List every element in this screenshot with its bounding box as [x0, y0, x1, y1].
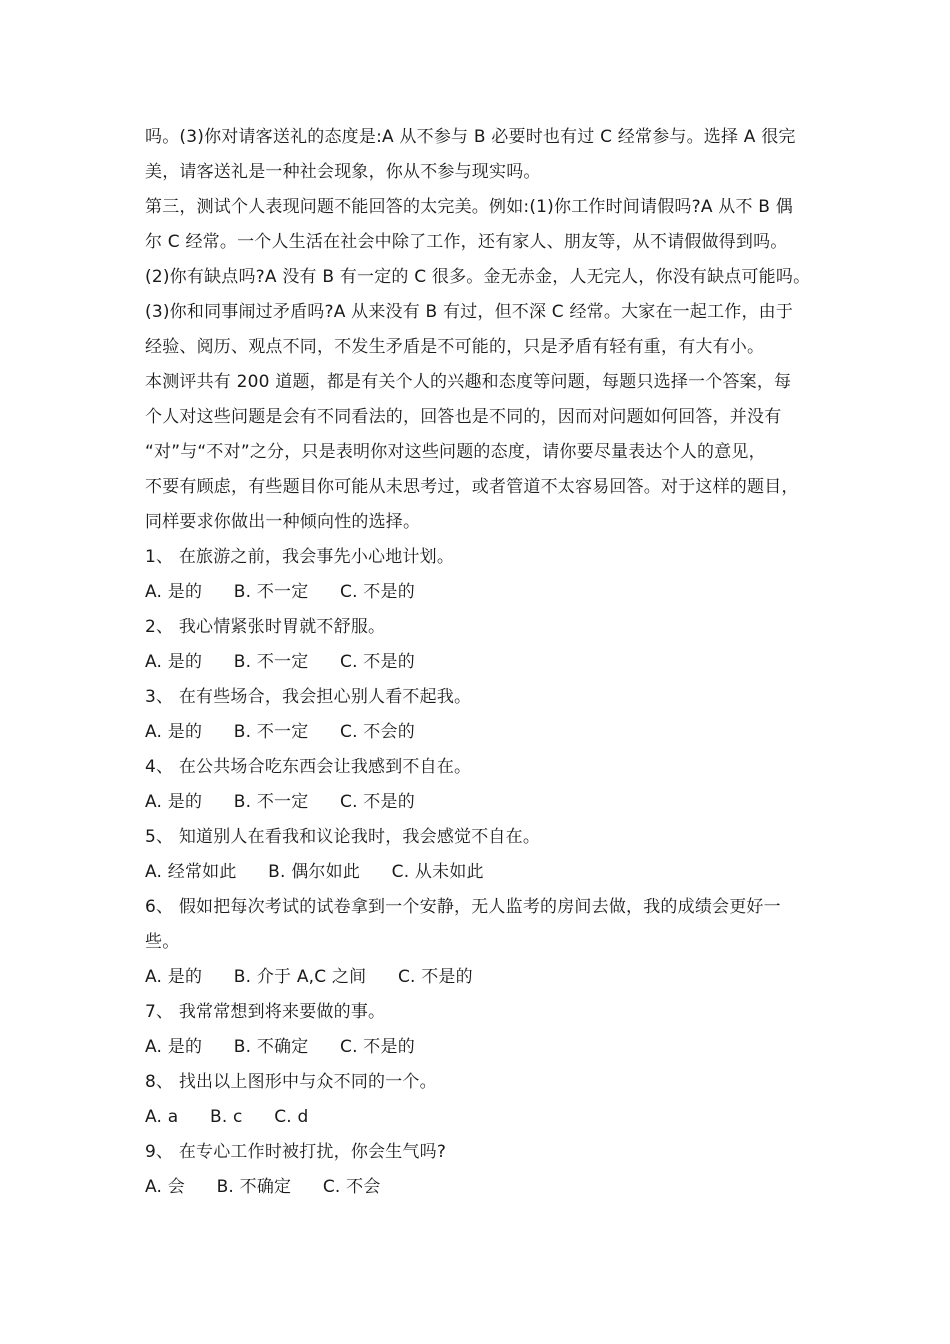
answer-options [145, 785, 810, 820]
option-b: B. 不一定 [233, 722, 309, 742]
question-text: 7、 我常常想到将来要做的事。 [145, 1002, 386, 1022]
intro-line: 经验、阅历、观点不同，不发生矛盾是不可能的，只是矛盾有轻有重，有大有小。 [145, 337, 765, 357]
intro-line: (2)你有缺点吗?A 没有 B 有一定的 C 很多。金无赤金，人无完人，你没有缺点可能吗。 [145, 267, 810, 287]
option-b: B. 偶尔如此 [268, 862, 361, 882]
intro-line: 本测评共有 200 道题，都是有关个人的兴趣和态度等问题，每题只选择一个答案，每 [145, 372, 792, 392]
question-text: 6、 假如把每次考试的试卷拿到一个安静，无人监考的房间去做，我的成绩会更好一 [145, 897, 781, 917]
intro-line: 个人对这些问题是会有不同看法的，回答也是不同的，因而对问题如何回答，并没有 [145, 407, 782, 427]
intro-section [145, 120, 810, 540]
answer-options [145, 1030, 810, 1065]
option-a: A. 是的 [145, 582, 203, 602]
question-text: 4、 在公共场合吃东西会让我感到不自在。 [145, 757, 472, 777]
option-c: C. d [274, 1107, 309, 1127]
intro-line: 同样要求你做出一种倾向性的选择。 [145, 512, 421, 532]
question-text: 9、 在专心工作时被打扰，你会生气吗? [145, 1142, 447, 1162]
option-c: C. 从未如此 [391, 862, 484, 882]
question-6 [145, 890, 810, 995]
option-b: B. 不确定 [216, 1177, 292, 1197]
intro-line: 吗。(3)你对请客送礼的态度是:A 从不参与 B 必要时也有过 C 经常参与。选择 A 很完 [145, 127, 796, 147]
intro-line: 尔 C 经常。一个人生活在社会中除了工作，还有家人、朋友等，从不请假做得到吗。 [145, 232, 788, 252]
question-text: 5、 知道别人在看我和议论我时，我会感觉不自在。 [145, 827, 541, 847]
question-8 [145, 1065, 810, 1135]
answer-options [145, 715, 810, 750]
question-1 [145, 540, 810, 610]
option-c: C. 不会 [322, 1177, 381, 1197]
option-b: B. 不一定 [233, 792, 309, 812]
answer-options [145, 575, 810, 610]
answer-options [145, 855, 810, 890]
question-text: 3、 在有些场合，我会担心别人看不起我。 [145, 687, 472, 707]
document-page [145, 120, 810, 1205]
option-a: A. 是的 [145, 722, 203, 742]
option-c: C. 不会的 [340, 722, 415, 742]
question-text: 2、 我心情紧张时胃就不舒服。 [145, 617, 386, 637]
question-text: 8、 找出以上图形中与众不同的一个。 [145, 1072, 437, 1092]
option-a: A. 经常如此 [145, 862, 237, 882]
answer-options [145, 1170, 810, 1205]
answer-options [145, 960, 810, 995]
option-c: C. 不是的 [340, 652, 415, 672]
option-a: A. 是的 [145, 792, 203, 812]
option-b: B. 不一定 [233, 652, 309, 672]
option-b: B. 不确定 [233, 1037, 309, 1057]
question-5 [145, 820, 810, 890]
answer-options [145, 645, 810, 680]
option-a: A. 是的 [145, 652, 203, 672]
intro-line: 第三，测试个人表现问题不能回答的太完美。例如:(1)你工作时间请假吗?A 从不 B 偶 [145, 197, 793, 217]
question-7 [145, 995, 810, 1065]
option-c: C. 不是的 [397, 967, 473, 987]
question-text: 1、 在旅游之前，我会事先小心地计划。 [145, 547, 455, 567]
option-b: B. 介于 A,C 之间 [233, 967, 367, 987]
question-3 [145, 680, 810, 750]
intro-line: 不要有顾虑，有些题目你可能从未思考过，或者管道不太容易回答。对于这样的题目， [145, 477, 799, 497]
option-a: A. 是的 [145, 1037, 203, 1057]
option-a: A. a [145, 1107, 179, 1127]
option-c: C. 不是的 [340, 582, 415, 602]
answer-options [145, 1100, 810, 1135]
question-2 [145, 610, 810, 680]
intro-line: “对”与“不对”之分，只是表明你对这些问题的态度，请你要尽量表达个人的意见， [145, 442, 766, 462]
intro-line: 美，请客送礼是一种社会现象，你从不参与现实吗。 [145, 162, 541, 182]
question-4 [145, 750, 810, 820]
option-c: C. 不是的 [340, 1037, 415, 1057]
option-a: A. 会 [145, 1177, 185, 1197]
option-a: A. 是的 [145, 967, 203, 987]
option-b: B. c [209, 1107, 243, 1127]
intro-line: (3)你和同事闹过矛盾吗?A 从来没有 B 有过，但不深 C 经常。大家在一起工作，由于 [145, 302, 794, 322]
option-c: C. 不是的 [340, 792, 415, 812]
question-9 [145, 1135, 810, 1205]
question-text-continued: 些。 [145, 932, 180, 952]
option-b: B. 不一定 [233, 582, 309, 602]
